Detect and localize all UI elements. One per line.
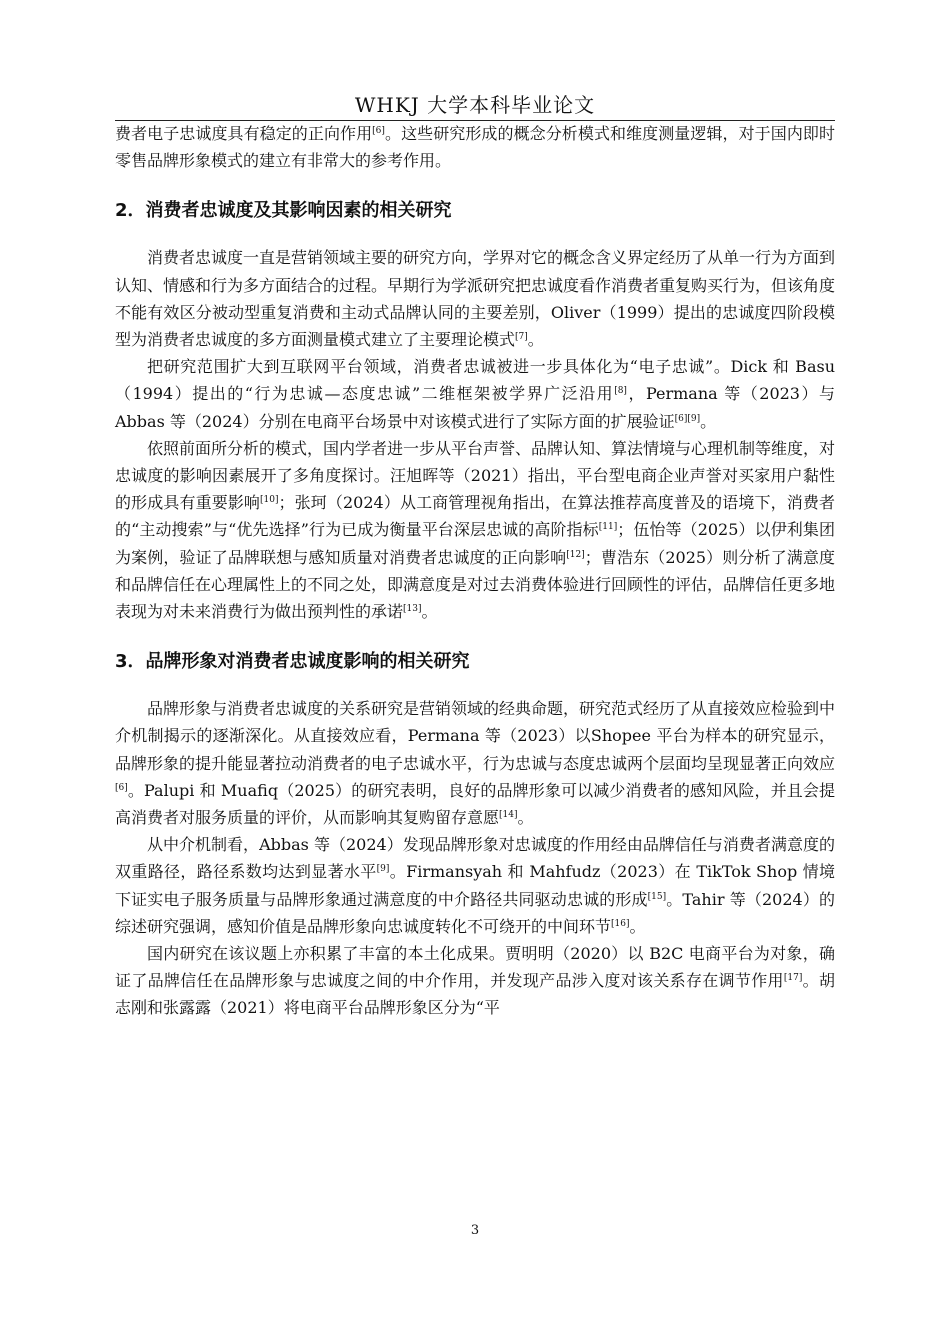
citation-ref: [17] [783,973,803,984]
text-run: 把研究范围扩大到互联网平台领域，消费者忠诚被进一步具体化为“电子忠诚”。Dick 和 Basu（1994）提出的“行为忠诚—态度忠诚”二维框架被学界广泛沿用 [115,357,835,404]
citation-ref: [16] [611,918,630,929]
text-run: ；曹浩东（2025）则分析了满意度和品牌信任在心理属性上的不同之处，即满意度是对过去消费体验进行回顾性的评估，品牌信任更多地表现为对未来消费行为做出预判性的承诺 [115,547,836,622]
citation-ref: [15] [647,891,667,902]
section-heading [115,196,835,226]
body-paragraph [115,435,835,625]
citation-ref: [6] [115,782,128,793]
text-run: ；张珂（2024）从工商管理视角指出，在算法推荐高度普及的语境下，消费者的“主动搜索”与“优先选择”行为已成为衡量平台深层忠诚的高阶指标 [115,493,835,540]
section-heading [115,647,835,677]
citation-ref: [10] [260,495,279,506]
body-paragraph [115,353,835,435]
text-run: 。Tahir 等（2024）的综述研究强调，感知价值是品牌形象向忠诚度转化不可绕开的中间环节 [115,889,835,936]
text-run: 。 [700,411,717,431]
citation-ref: [9] [376,864,390,875]
body-paragraph [115,695,835,831]
text-run: 费者电子忠诚度具有稳定的正向作用 [115,124,373,143]
text-run: 消费者忠诚度一直是营销领域主要的研究方向，学界对它的概念含义界定经历了从单一行为方面到认知、情感和行为多方面结合的过程。早期行为学派研究把忠诚度看作消费者重复购买行为，但该角度不能有效区分被动型重复消费和主动式品牌认同的主要差别，Oliver（1999）提出的忠诚度四阶段模型为消费者忠诚度的多方面测量模式建立了主要理论模式 [115,248,836,350]
text-run: 品牌形象与消费者忠诚度的关系研究是营销领域的经典命题，研究范式经历了从直接效应检验到中介机制揭示的逐渐深化。从直接效应看，Permana 等（2023）以Shopee 平台为样本的研究显示，品牌形象的提升能显著拉动消费者的电子忠诚水平，行为忠诚与态度忠诚两个层面均呈现显著正向效应 [115,699,836,773]
text-run: 。胡志刚和张露露（2021）将电商平台品牌形象区分为“平 [115,971,835,1018]
citation-ref: [12] [566,549,585,560]
body-paragraph [115,940,835,1022]
citation-ref: [13] [403,604,422,615]
text-run: 。这些研究形成的概念分析模式和维度测量逻辑，对于国内即时零售品牌形象模式的建立有非常大的参考作用。 [115,124,835,171]
citation-ref: [6][9] [674,413,701,424]
citation-ref: [6] [372,126,385,136]
page-number: 3 [470,1223,480,1238]
body-paragraph [115,120,835,174]
text-run: 。 [527,330,544,350]
text-run: 2．消费者忠诚度及其影响因素的相关研究 [115,200,452,222]
page-body [115,120,835,1022]
citation-ref: [11] [598,522,618,533]
text-run: 。 [517,808,534,828]
text-run: 依照前面所分析的模式，国内学者进一步从平台声誉、品牌认知、算法情境与心理机制等维度，对忠诚度的影响因素展开了多角度探讨。汪旭晖等（2021）指出，平台型电商企业声誉对买家用户黏性的形成具有重要影响 [115,438,836,513]
body-paragraph [115,244,835,353]
body-paragraph [115,831,835,940]
text-run: 国内研究在该议题上亦积累了丰富的本土化成果。贾明明（2020）以 B2C 电商平台为对象，确证了品牌信任在品牌形象与忠诚度之间的中介作用，并发现产品涉入度对该关系存在调节作用 [115,944,835,991]
running-header: WHKJ 大学本科毕业论文 [354,93,596,117]
text-run: 。 [421,602,438,622]
text-run: ，Permana 等（2023）与 Abbas 等（2024）分别在电商平台场景中对该模式进行了实际方面的扩展验证 [115,384,835,431]
text-run: 。Palupi 和 Muafiq（2025）的研究表明，良好的品牌形象可以减少消费者的感知风险，并且会提高消费者对服务质量的评价，从而影响其复购留存意愿 [115,780,835,828]
citation-ref: [7] [515,332,528,343]
citation-ref: [14] [499,810,518,821]
text-run: 。 [629,916,646,936]
citation-ref: [8] [614,386,627,397]
text-run: 。Firmansyah 和 Mahfudz（2023）在 TikTok Shop 情境下证实电子服务质量与品牌形象通过满意度的中介路径共同驱动忠诚的形成 [115,862,835,909]
text-run: ；伍怡等（2025）以伊利集团为案例，验证了品牌联想与感知质量对消费者忠诚度的正向影响 [115,520,835,567]
text-run: 从中介机制看，Abbas 等（2024）发现品牌形象对忠诚度的作用经由品牌信任与消费者满意度的双重路径，路径系数均达到显著水平 [115,835,835,882]
text-run: 3．品牌形象对消费者忠诚度影响的相关研究 [115,651,470,673]
